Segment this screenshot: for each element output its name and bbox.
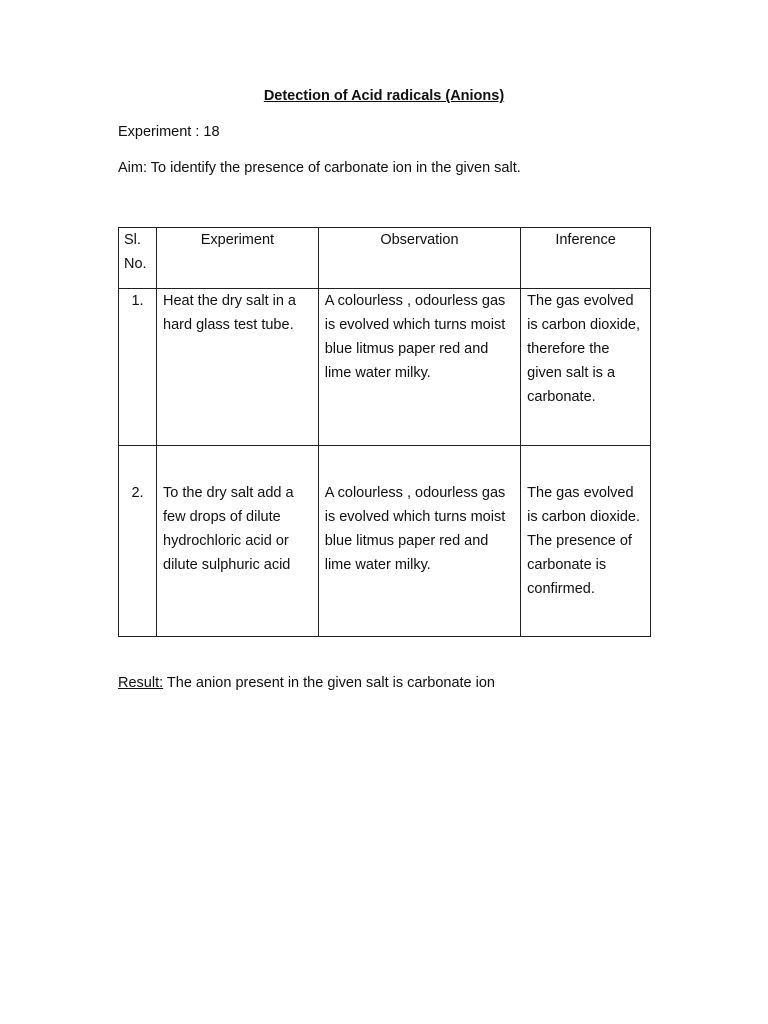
observation-table [118,227,651,637]
result-label: Result: [118,675,164,691]
row-observation: A colourless , odourless gas is evolved which turns moist blue litmus paper red and lime water milky. [318,446,520,637]
row-observation: A colourless , odourless gas is evolved which turns moist blue litmus paper red and lime water milky. [318,289,520,446]
header-observation: Observation [318,228,520,289]
row-sl-no: 2. [119,446,157,637]
row-inference: The gas evolved is carbon dioxide, therefore the given salt is a carbonate. [521,289,651,446]
result-statement [118,675,495,691]
row-experiment: Heat the dry salt in a hard glass test tube. [157,289,319,446]
experiment-number: Experiment : 18 [118,124,220,140]
row-sl-no: 1. [119,289,157,446]
row-inference: The gas evolved is carbon dioxide. The presence of carbonate is confirmed. [521,446,651,637]
row-experiment: To the dry salt add a few drops of dilute hydrochloric acid or dilute sulphuric acid [157,446,319,637]
table-row [119,446,651,637]
header-experiment: Experiment [157,228,319,289]
aim-statement: Aim: To identify the presence of carbonate ion in the given salt. [118,160,521,176]
page-title: Detection of Acid radicals (Anions) [263,88,505,104]
header-inference: Inference [521,228,651,289]
table-row [119,289,651,446]
result-text: The anion present in the given salt is carbonate ion [166,675,495,691]
table-header-row [119,228,651,289]
header-sl-no: Sl. No. [119,228,157,289]
